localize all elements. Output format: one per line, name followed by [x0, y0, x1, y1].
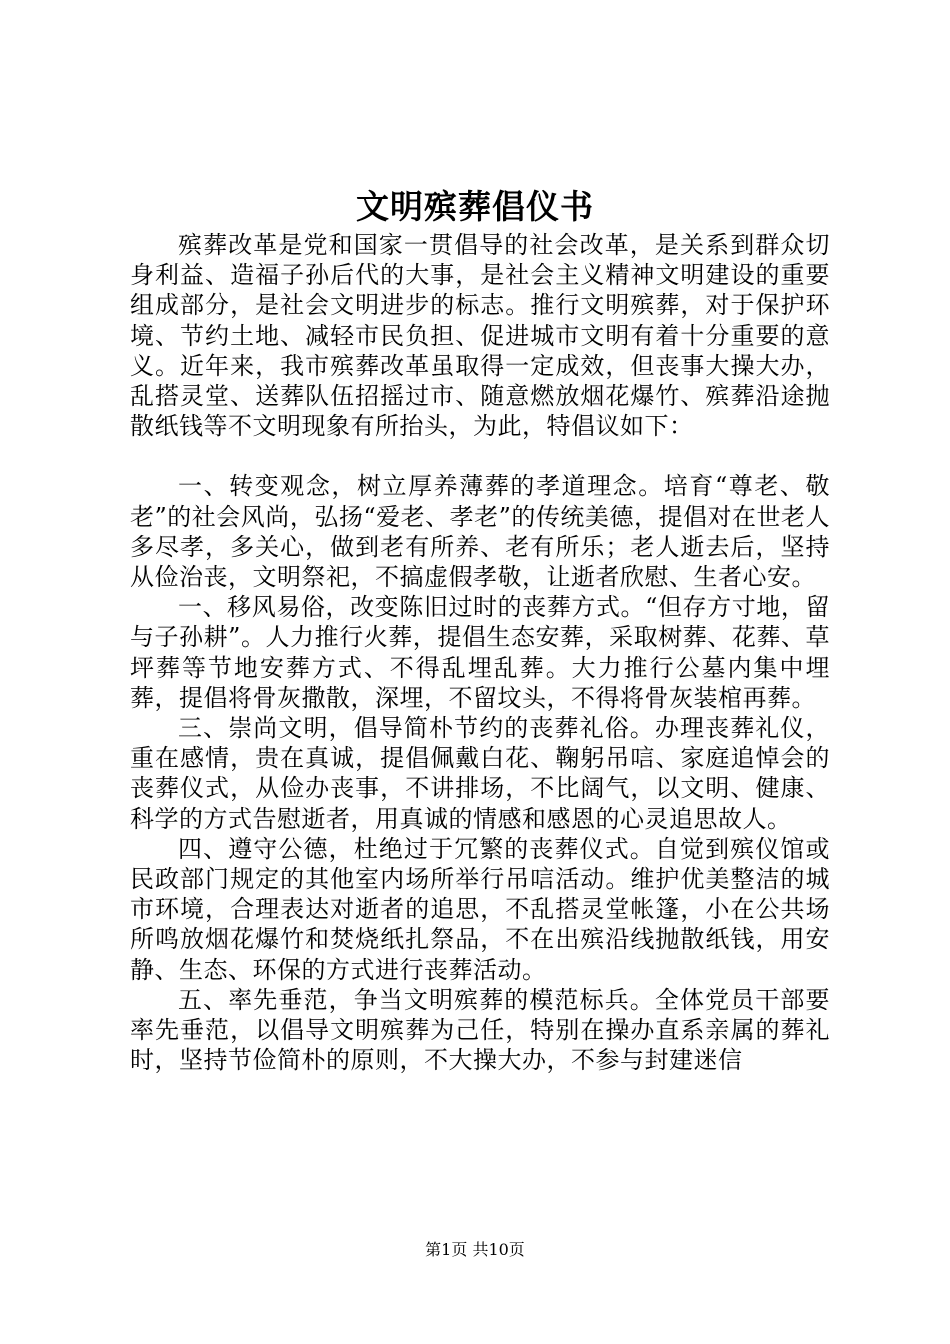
- proposal-item-2: 一、移风易俗，改变陈旧过时的丧葬方式。“但存方寸地，留与子孙耕”。人力推行火葬，提倡生态安葬，采取树葬、花葬、草坪葬等节地安葬方式、不得乱埋乱葬。大力推行公墓内集中埋葬，提倡将骨灰撒散，深埋，不留坟头，不得将骨灰装棺再葬。: [130, 593, 830, 712]
- page-number-footer: 第1页 共10页: [425, 1240, 525, 1259]
- proposal-item-1: 一、转变观念，树立厚养薄葬的孝道理念。培育“尊老、敬老”的社会风尚，弘扬“爱老、孝老”的传统美德，提倡对在世老人多尽孝，多关心，做到老有所养、老有所乐；老人逝去后，坚持从俭治丧，文明祭祀，不搞虚假孝敬，让逝者欣慰、生者心安。: [130, 472, 830, 592]
- document-title: 文明殡葬倡仪书: [356, 187, 594, 226]
- proposal-item-4: 四、遵守公德，杜绝过于冗繁的丧葬仪式。自觉到殡仪馆或民政部门规定的其他室内场所举行吊唁活动。维护优美整洁的城市环境，合理表达对逝者的追思，不乱搭灵堂帐篷，小在公共场所鸣放烟花爆竹和焚烧纸扎祭品，不在出殡沿线抛散纸钱，用安静、生态、环保的方式进行丧葬活动。: [130, 834, 830, 984]
- proposal-item-5: 五、率先垂范，争当文明殡葬的模范标兵。全体党员干部要率先垂范，以倡导文明殡葬为己任，特别在操办直系亲属的葬礼时，坚持节俭简朴的原则，不大操大办，不参与封建迷信: [130, 985, 830, 1075]
- document-body: [130, 230, 830, 1075]
- proposal-item-3: 三、崇尚文明，倡导简朴节约的丧葬礼俗。办理丧葬礼仪，重在感情，贵在真诚，提倡佩戴白花、鞠躬吊唁、家庭追悼会的丧葬仪式，从俭办丧事，不讲排场，不比阔气，以文明、健康、科学的方式告慰逝者，用真诚的情感和感恩的心灵追思故人。: [130, 714, 830, 833]
- paragraph-gap: [130, 441, 830, 471]
- intro-paragraph: 殡葬改革是党和国家一贯倡导的社会改革，是关系到群众切身利益、造福子孙后代的大事，是社会主义精神文明建设的重要组成部分，是社会文明进步的标志。推行文明殡葬，对于保护环境、节约土地、减轻市民负担、促进城市文明有着十分重要的意义。近年来，我市殡葬改革虽取得一定成效，但丧事大操大办，乱搭灵堂、送葬队伍招摇过市、随意燃放烟花爆竹、殡葬沿途抛散纸钱等不文明现象有所抬头，为此，特倡议如下：: [130, 231, 830, 441]
